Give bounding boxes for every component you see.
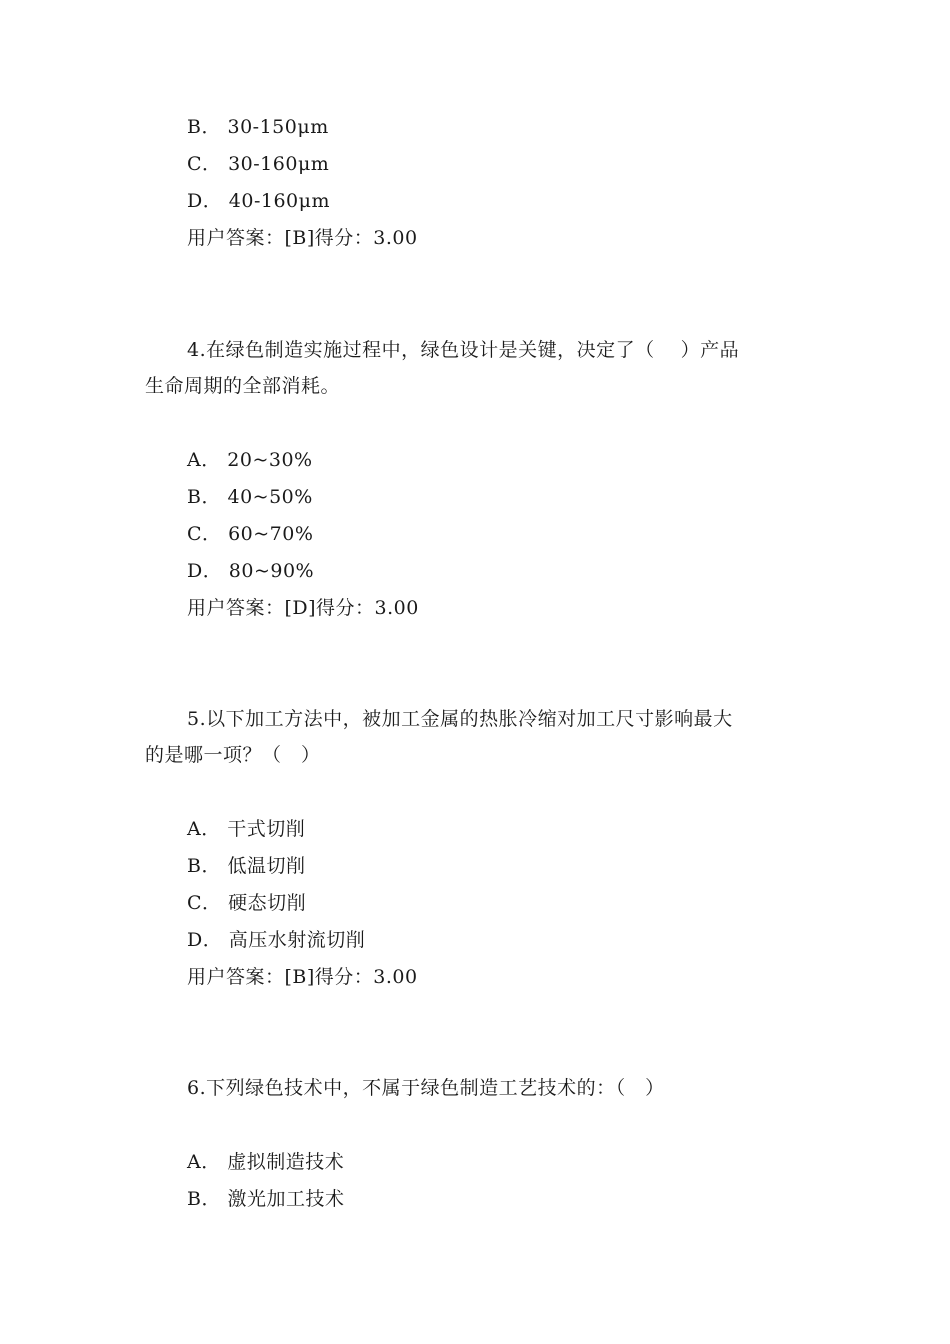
question-stem: 4.在绿色制造实施过程中，绿色设计是关键，决定了（ ）产品 bbox=[187, 339, 740, 361]
user-answer: 用户答案：[D]得分：3.00 bbox=[187, 597, 419, 619]
option-a: A． 20~30% bbox=[187, 449, 313, 471]
option-c: C． 30-160μm bbox=[187, 153, 330, 175]
user-answer: 用户答案：[B]得分：3.00 bbox=[187, 227, 418, 249]
question-stem: 6.下列绿色技术中，不属于绿色制造工艺技术的：（ ） bbox=[187, 1077, 665, 1099]
option-c: C． 硬态切削 bbox=[187, 892, 307, 914]
question-stem-continued: 生命周期的全部消耗。 bbox=[145, 375, 341, 397]
user-answer: 用户答案：[B]得分：3.00 bbox=[187, 966, 418, 988]
option-d: D． 40-160μm bbox=[187, 190, 330, 212]
option-b: B． 低温切削 bbox=[187, 855, 306, 877]
option-b: B． 30-150μm bbox=[187, 116, 329, 138]
option-d: D． 80~90% bbox=[187, 560, 315, 582]
option-a: A． 虚拟制造技术 bbox=[187, 1151, 345, 1173]
option-b: B． 40~50% bbox=[187, 486, 313, 508]
option-a: A． 干式切削 bbox=[187, 818, 306, 840]
question-stem-continued: 的是哪一项？（ ） bbox=[145, 744, 321, 766]
question-stem: 5.以下加工方法中，被加工金属的热胀冷缩对加工尺寸影响最大 bbox=[187, 708, 733, 730]
option-d: D． 高压水射流切削 bbox=[187, 929, 366, 951]
option-c: C． 60~70% bbox=[187, 523, 314, 545]
option-b: B． 激光加工技术 bbox=[187, 1188, 345, 1210]
